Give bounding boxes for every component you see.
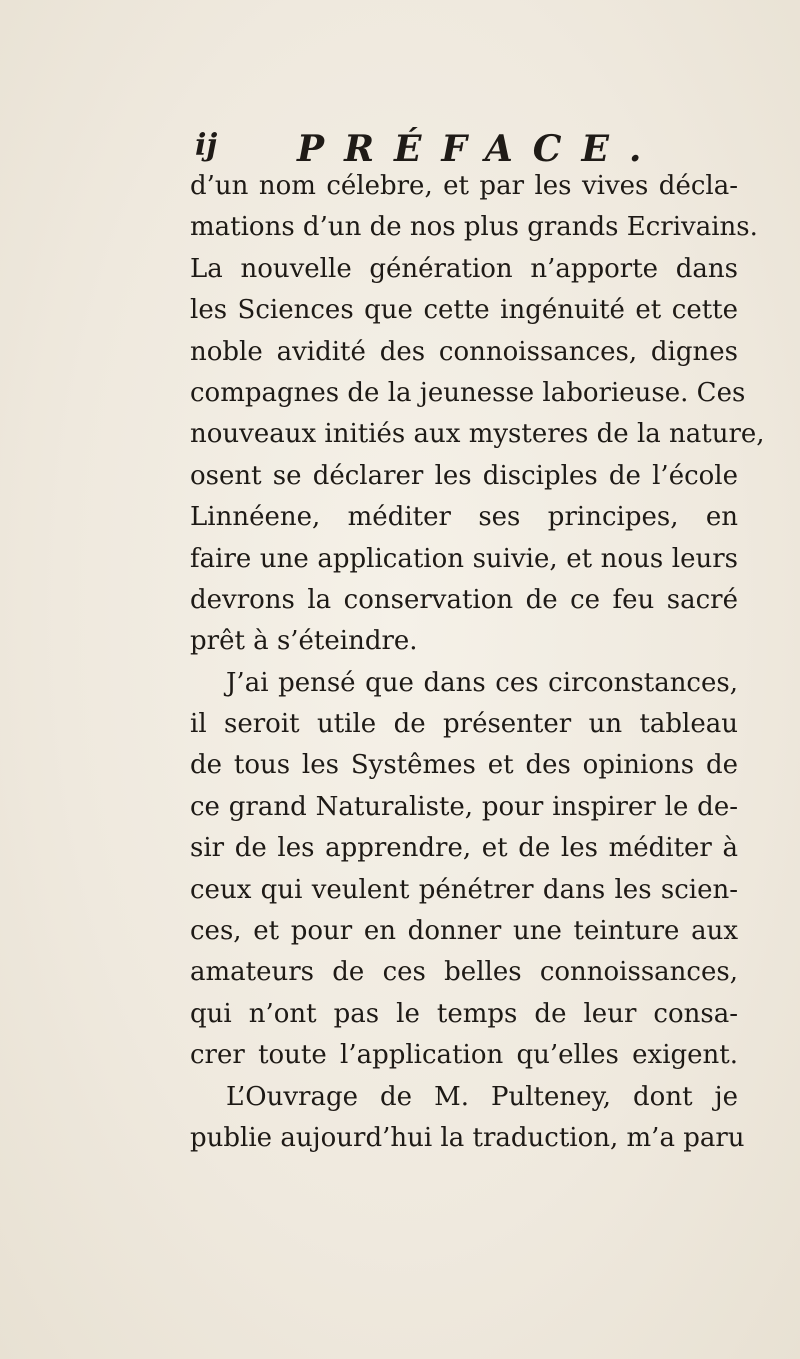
text-line: ceux qui veulent pénétrer dans les scien- — [190, 874, 738, 905]
text-line: nouveaux initiés aux mysteres de la nature, — [190, 419, 765, 450]
text-line: osent se déclarer les disciples de l’école — [190, 460, 738, 491]
body-text — [190, 166, 765, 1159]
text-line: de tous les Systêmes et des opinions de — [190, 750, 738, 781]
text-line: La nouvelle génération n’apporte dans — [190, 253, 738, 284]
text-line: compagnes de la jeunesse laborieuse. Ces — [190, 377, 746, 408]
text-line: sir de les apprendre, et de les méditer à — [190, 833, 738, 864]
text-line: il seroit utile de présenter un tableau — [190, 709, 738, 740]
running-title: PRÉFACE. — [297, 128, 662, 170]
text-line: ces, et pour en donner une teinture aux — [190, 916, 738, 947]
text-line: Linnéene, méditer ses principes, en — [190, 502, 738, 533]
text-line: L’Ouvrage de M. Pulteney, dont je — [226, 1081, 738, 1112]
text-line: d’un nom célebre, et par les vives décla- — [190, 171, 738, 201]
text-line: ce grand Naturaliste, pour inspirer le de- — [190, 791, 738, 822]
text-line: amateurs de ces belles connoissances, — [190, 957, 738, 988]
text-line: J’ai pensé que dans ces circonstances, — [226, 667, 738, 698]
text-line: publie aujourd’hui la traduction, m’a paru — [190, 1122, 745, 1153]
text-line: qui n’ont pas le temps de leur consa- — [190, 998, 738, 1029]
text-line: faire une application suivie, et nous leurs — [190, 543, 738, 574]
text-line: devrons la conservation de ce feu sacré — [190, 584, 738, 615]
page-number: ij — [195, 128, 218, 163]
text-line: noble avidité des connoissances, dignes — [190, 336, 738, 367]
text-line: mations d’un de nos plus grands Ecrivains. — [190, 212, 758, 243]
text-line: prêt à s’éteindre. — [190, 626, 418, 657]
text-line: crer toute l’application qu’elles exigent. — [190, 1040, 738, 1071]
text-line: les Sciences que cette ingénuité et cette — [190, 295, 738, 326]
